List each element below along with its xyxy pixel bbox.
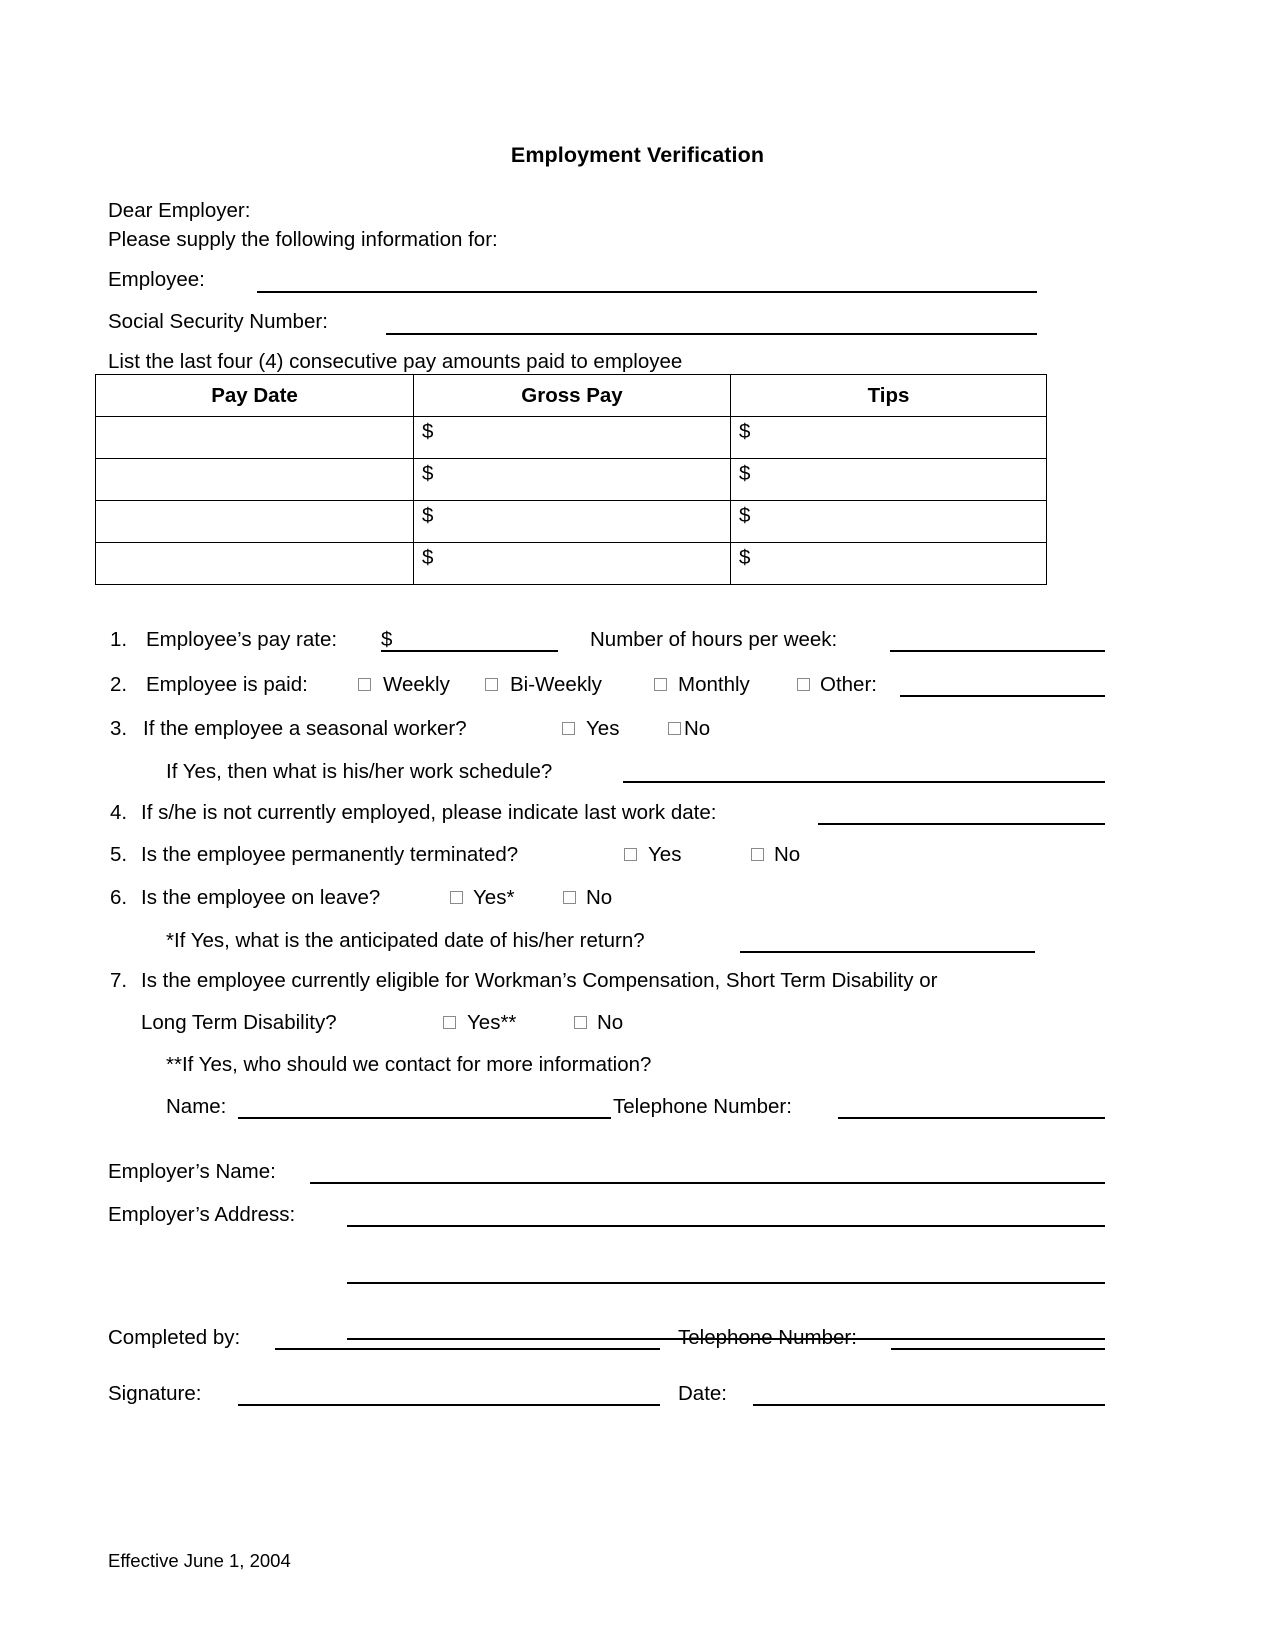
question-6-label: Is the employee on leave? (141, 886, 381, 909)
option-label-monthly: Monthly (678, 673, 750, 696)
cell-gross-pay[interactable] (414, 501, 731, 543)
column-header-gross-pay: Gross Pay (414, 375, 731, 417)
pay-date-value (96, 417, 413, 420)
pay-rate-input-line[interactable] (381, 650, 558, 652)
date-label: Date: (678, 1382, 727, 1405)
question-4-number: 4. (110, 801, 128, 824)
return-date-input-line[interactable] (740, 951, 1035, 953)
option-label-seasonal-no: No (684, 717, 711, 740)
question-7-label-line2: Long Term Disability? (141, 1011, 337, 1034)
contact-name-label: Name: (166, 1095, 227, 1118)
signature-input-line[interactable] (238, 1404, 660, 1406)
tips-currency: $ (739, 462, 751, 485)
pay-date-value (96, 543, 413, 546)
gross-pay-currency: $ (422, 420, 434, 443)
question-3-number: 3. (110, 717, 128, 740)
option-label-seasonal-yes: Yes (586, 717, 620, 740)
cell-tips[interactable] (731, 501, 1047, 543)
completed-by-telephone-input-line[interactable] (891, 1348, 1105, 1350)
table-header-row (96, 375, 1047, 417)
checkbox-disability-yes-icon[interactable] (443, 1016, 456, 1029)
tips-currency: $ (739, 546, 751, 569)
employee-input-line[interactable] (257, 291, 1037, 293)
table-row (96, 417, 1047, 459)
cell-tips[interactable] (731, 459, 1047, 501)
cell-gross-pay[interactable] (414, 459, 731, 501)
pay-date-value (96, 459, 413, 462)
table-row (96, 501, 1047, 543)
checkbox-leave-yes-icon[interactable] (450, 891, 463, 904)
checkbox-terminated-yes-icon[interactable] (624, 848, 637, 861)
request-text: Please supply the following information for: (108, 228, 498, 251)
employee-label: Employee: (108, 268, 205, 291)
ssn-input-line[interactable] (386, 333, 1037, 335)
cell-gross-pay[interactable] (414, 543, 731, 585)
table-row (96, 543, 1047, 585)
question-5-label: Is the employee permanently terminated? (141, 843, 519, 866)
ssn-label: Social Security Number: (108, 310, 328, 333)
tips-currency: $ (739, 420, 751, 443)
gross-pay-currency: $ (422, 462, 434, 485)
pay-date-value (96, 501, 413, 504)
checkbox-weekly-icon[interactable] (358, 678, 371, 691)
contact-telephone-label: Telephone Number: (613, 1095, 792, 1118)
effective-date-note: Effective June 1, 2004 (108, 1550, 291, 1571)
cell-gross-pay[interactable] (414, 417, 731, 459)
tips-currency: $ (739, 504, 751, 527)
employer-address-label: Employer’s Address: (108, 1203, 296, 1226)
question-2-label: Employee is paid: (146, 673, 308, 696)
option-label-disability-yes: Yes** (467, 1011, 517, 1034)
option-label-leave-yes: Yes* (473, 886, 515, 909)
cell-tips[interactable] (731, 543, 1047, 585)
checkbox-bi-weekly-icon[interactable] (485, 678, 498, 691)
checkbox-seasonal-yes-icon[interactable] (562, 722, 575, 735)
option-label-weekly: Weekly (383, 673, 450, 696)
employer-name-label: Employer’s Name: (108, 1160, 276, 1183)
checkbox-terminated-no-icon[interactable] (751, 848, 764, 861)
cell-pay-date[interactable] (96, 459, 414, 501)
option-label-other: Other: (820, 673, 877, 696)
question-7-number: 7. (110, 969, 128, 992)
pay-amounts-table (95, 374, 1047, 585)
question-4-label: If s/he is not currently employed, please indicate last work date: (141, 801, 717, 824)
question-6-followup-label: *If Yes, what is the anticipated date of his/her return? (166, 929, 645, 952)
date-input-line[interactable] (753, 1404, 1105, 1406)
column-header-tips: Tips (731, 375, 1047, 417)
checkbox-monthly-icon[interactable] (654, 678, 667, 691)
checkbox-disability-no-icon[interactable] (574, 1016, 587, 1029)
employer-address-input-line-1[interactable] (347, 1225, 1105, 1227)
contact-telephone-input-line[interactable] (838, 1117, 1105, 1119)
question-1-number: 1. (110, 628, 128, 651)
pay-rate-currency: $ (381, 628, 393, 651)
question-5-number: 5. (110, 843, 128, 866)
question-2-number: 2. (110, 673, 128, 696)
completed-by-input-line[interactable] (275, 1348, 660, 1350)
pay-frequency-other-input-line[interactable] (900, 695, 1105, 697)
checkbox-seasonal-no-icon[interactable] (668, 722, 681, 735)
cell-pay-date[interactable] (96, 417, 414, 459)
page-title: Employment Verification (510, 143, 765, 167)
completed-by-label: Completed by: (108, 1326, 241, 1349)
option-label-disability-no: No (597, 1011, 624, 1034)
question-1-label: Employee’s pay rate: (146, 628, 338, 651)
work-schedule-input-line[interactable] (623, 781, 1105, 783)
cell-pay-date[interactable] (96, 543, 414, 585)
pay-table-caption: List the last four (4) consecutive pay amounts paid to employee (108, 350, 683, 373)
option-label-terminated-yes: Yes (648, 843, 682, 866)
option-label-bi-weekly: Bi-Weekly (510, 673, 602, 696)
signature-label: Signature: (108, 1382, 202, 1405)
hours-per-week-label: Number of hours per week: (590, 628, 838, 651)
contact-name-input-line[interactable] (238, 1117, 611, 1119)
question-7-label-line1: Is the employee currently eligible for Workman’s Compensation, Short Term Disability or (141, 969, 938, 992)
gross-pay-currency: $ (422, 504, 434, 527)
salutation-text: Dear Employer: (108, 199, 251, 222)
gross-pay-currency: $ (422, 546, 434, 569)
checkbox-other-icon[interactable] (797, 678, 810, 691)
question-6-number: 6. (110, 886, 128, 909)
question-3-followup-label: If Yes, then what is his/her work schedule? (166, 760, 553, 783)
question-7-followup-label: **If Yes, who should we contact for more information? (166, 1053, 652, 1076)
option-label-leave-no: No (586, 886, 613, 909)
column-header-pay-date: Pay Date (96, 375, 414, 417)
cell-pay-date[interactable] (96, 501, 414, 543)
hours-per-week-input-line[interactable] (890, 650, 1105, 652)
completed-by-telephone-label: Telephone Number: (678, 1326, 857, 1349)
question-3-label: If the employee a seasonal worker? (143, 717, 467, 740)
cell-tips[interactable] (731, 417, 1047, 459)
employer-address-input-line-2[interactable] (347, 1282, 1105, 1284)
table-row (96, 459, 1047, 501)
last-work-date-input-line[interactable] (818, 823, 1105, 825)
checkbox-leave-no-icon[interactable] (563, 891, 576, 904)
option-label-terminated-no: No (774, 843, 801, 866)
employer-name-input-line[interactable] (310, 1182, 1105, 1184)
